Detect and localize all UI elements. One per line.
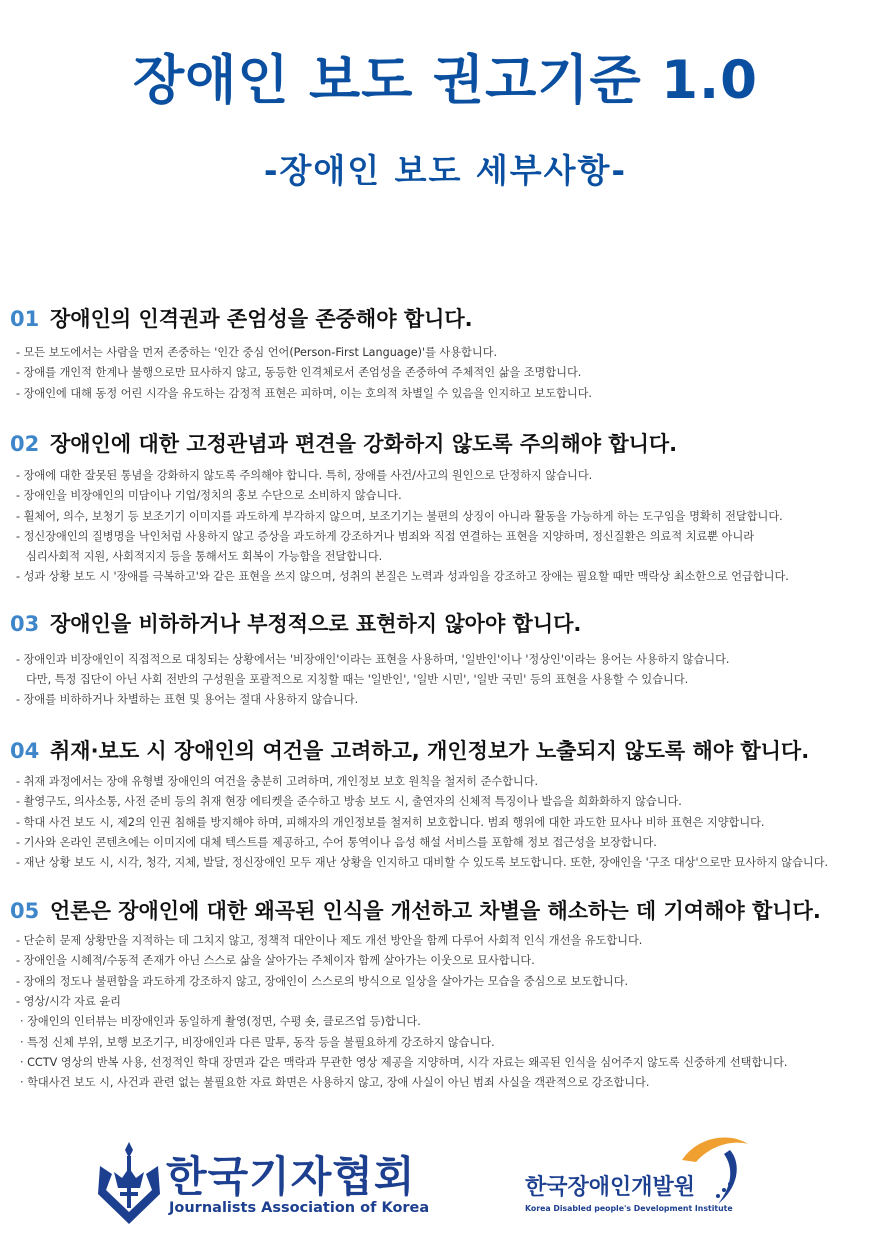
list-item: - 장애에 대한 잘못된 통념을 강화하지 않도록 주의해야 합니다. 특히, 장애를 사건/사고의 원인으로 단정하지 않습니다.	[16, 469, 593, 482]
list-item: - 학대 사건 보도 시, 제2의 인권 침해를 방지해야 하며, 피해자의 개인정보를 철저히 보호합니다. 범죄 행위에 대한 과도한 묘사나 비하 표현은 지양합니다.	[16, 816, 765, 829]
list-item: - 장애인을 비장애인의 미담이나 기업/정치의 홍보 수단으로 소비하지 않습니다.	[16, 489, 402, 502]
list-item: - 장애인에 대해 동정 어린 시각을 유도하는 감정적 표현은 피하며, 이는 호의적 차별일 수 있음을 인지하고 보도합니다.	[16, 387, 592, 400]
kddi-logo	[523, 1138, 753, 1228]
section-title: 취재·보도 시 장애인의 여건을 고려하고, 개인정보가 노출되지 않도록 해야 합니다.	[50, 739, 810, 763]
list-item: · CCTV 영상의 반복 사용, 선정적인 학대 장면과 같은 맥락과 무관한 영상 제공을 지양하며, 시각 자료는 왜곡된 인식을 심어주지 않도록 신중하게 선택합니다.	[20, 1056, 788, 1069]
section-heading	[10, 735, 809, 765]
list-item: - 단순히 문제 상황만을 지적하는 데 그치지 않고, 정책적 대안이나 제도 개선 방안을 함께 다루어 사회적 인식 개선을 유도합니다.	[16, 934, 643, 947]
kddi-name: 한국장애인개발원	[525, 1175, 696, 1200]
page-title: 장애인 보도 권고기준 1.0	[132, 50, 759, 111]
list-item: 심리사회적 지원, 사회적지지 등을 통해서도 회복이 가능함을 전달합니다.	[26, 550, 383, 563]
section-heading	[10, 895, 821, 925]
section-number: 01	[10, 307, 40, 331]
list-item: - 영상/시각 자료 윤리	[16, 995, 121, 1008]
section-title: 장애인을 비하하거나 부정적으로 표현하지 않아야 합니다.	[50, 612, 582, 636]
list-item: - 휠체어, 의수, 보청기 등 보조기기 이미지를 과도하게 부각하지 않으며, 보조기기는 불편의 상징이 아니라 활동을 가능하게 하는 도구임을 명확히 전달합니다.	[16, 510, 783, 523]
list-item: - 모든 보도에서는 사람을 먼저 존중하는 '인간 중심 언어(Person-First Language)'를 사용합니다.	[16, 346, 498, 359]
list-item: - 장애인과 비장애인이 직접적으로 대칭되는 상황에서는 '비장애인'이라는 표현을 사용하며, '일반인'이나 '정상인'이라는 용어는 사용하지 않습니다.	[16, 653, 730, 666]
list-item: - 장애인을 시혜적/수동적 존재가 아닌 스스로 삶을 살아가는 주체이자 함께 살아가는 이웃으로 묘사합니다.	[16, 954, 535, 967]
kja-logo	[94, 1138, 430, 1228]
section-heading	[10, 303, 473, 333]
list-item: - 기사와 온라인 콘텐츠에는 이미지에 대체 텍스트를 제공하고, 수어 통역이나 음성 해설 서비스를 포함해 정보 접근성을 보장합니다.	[16, 836, 657, 849]
list-item: - 장애를 비하하거나 차별하는 표현 및 용어는 절대 사용하지 않습니다.	[16, 693, 359, 706]
section-heading	[10, 608, 581, 638]
list-item: - 재난 상황 보도 시, 시각, 청각, 지체, 발달, 정신장애인 모두 재난 상황을 인지하고 대비할 수 있도록 보도합니다. 또한, 장애인을 '구조 대상'으로만 묘사하지 않습니다.	[16, 856, 829, 869]
list-item: - 성과 상황 보도 시 '장애를 극복하고'와 같은 표현을 쓰지 않으며, 성취의 본질은 노력과 성과임을 강조하고 장애는 필요할 때만 맥락상 최소한으로 언급합니다.	[16, 570, 789, 583]
section-number: 05	[10, 899, 40, 923]
list-item: · 특정 신체 부위, 보행 보조기구, 비장애인과 다른 말투, 동작 등을 불필요하게 강조하지 않습니다.	[20, 1036, 495, 1049]
list-item: - 장애의 정도나 불편함을 과도하게 강조하지 않고, 장애인이 스스로의 방식으로 일상을 살아가는 모습을 중심으로 보도합니다.	[16, 975, 629, 988]
section-number: 03	[10, 612, 40, 636]
section-title: 언론은 장애인에 대한 왜곡된 인식을 개선하고 차별을 해소하는 데 기여해야 합니다.	[50, 899, 821, 923]
section-number: 04	[10, 739, 40, 763]
list-item: - 장애를 개인적 한계나 불행으로만 묘사하지 않고, 동등한 인격체로서 존엄성을 존중하여 주체적인 삶을 조명합니다.	[16, 366, 582, 379]
list-item: · 학대사건 보도 시, 사건과 관련 없는 불필요한 자료 화면은 사용하지 않고, 장애 사실이 아닌 범죄 사실을 객관적으로 강조합니다.	[20, 1076, 650, 1089]
kja-emblem-icon	[94, 1138, 164, 1228]
list-item: - 촬영구도, 의사소통, 사전 준비 등의 취재 현장 에티켓을 준수하고 방송 보도 시, 출연자의 신체적 특징이나 발음을 희화화하지 않습니다.	[16, 795, 682, 808]
section-heading	[10, 428, 677, 458]
list-item: · 장애인의 인터뷰는 비장애인과 동일하게 촬영(정면, 수평 숏, 클로즈업 등)합니다.	[20, 1015, 421, 1028]
kja-subtitle: Journalists Association of Korea	[169, 1200, 430, 1216]
list-item: - 취재 과정에서는 장애 유형별 장애인의 여건을 충분히 고려하며, 개인정보 보호 원칙을 철저히 준수합니다.	[16, 775, 539, 788]
section-number: 02	[10, 432, 40, 456]
kja-name: 한국기자협회	[166, 1152, 416, 1201]
list-item: 다만, 특정 집단이 아닌 사회 전반의 구성원을 포괄적으로 지칭할 때는 '일반인', '일반 시민', '일반 국민' 등의 표현을 사용할 수 있습니다.	[26, 673, 689, 686]
section-title: 장애인에 대한 고정관념과 편견을 강화하지 않도록 주의해야 합니다.	[50, 432, 678, 456]
page-subtitle: -장애인 보도 세부사항-	[263, 151, 628, 190]
list-item: - 정신장애인의 질병명을 낙인처럼 사용하지 않고 증상을 과도하게 강조하거나 범죄와 직접 연결하는 표현을 지양하며, 정신질환은 의료적 치료뿐 아니라	[16, 530, 755, 543]
section-title: 장애인의 인격권과 존엄성을 존중해야 합니다.	[50, 307, 473, 331]
kddi-subtitle: Korea Disabled people's Development Institute	[525, 1204, 733, 1213]
